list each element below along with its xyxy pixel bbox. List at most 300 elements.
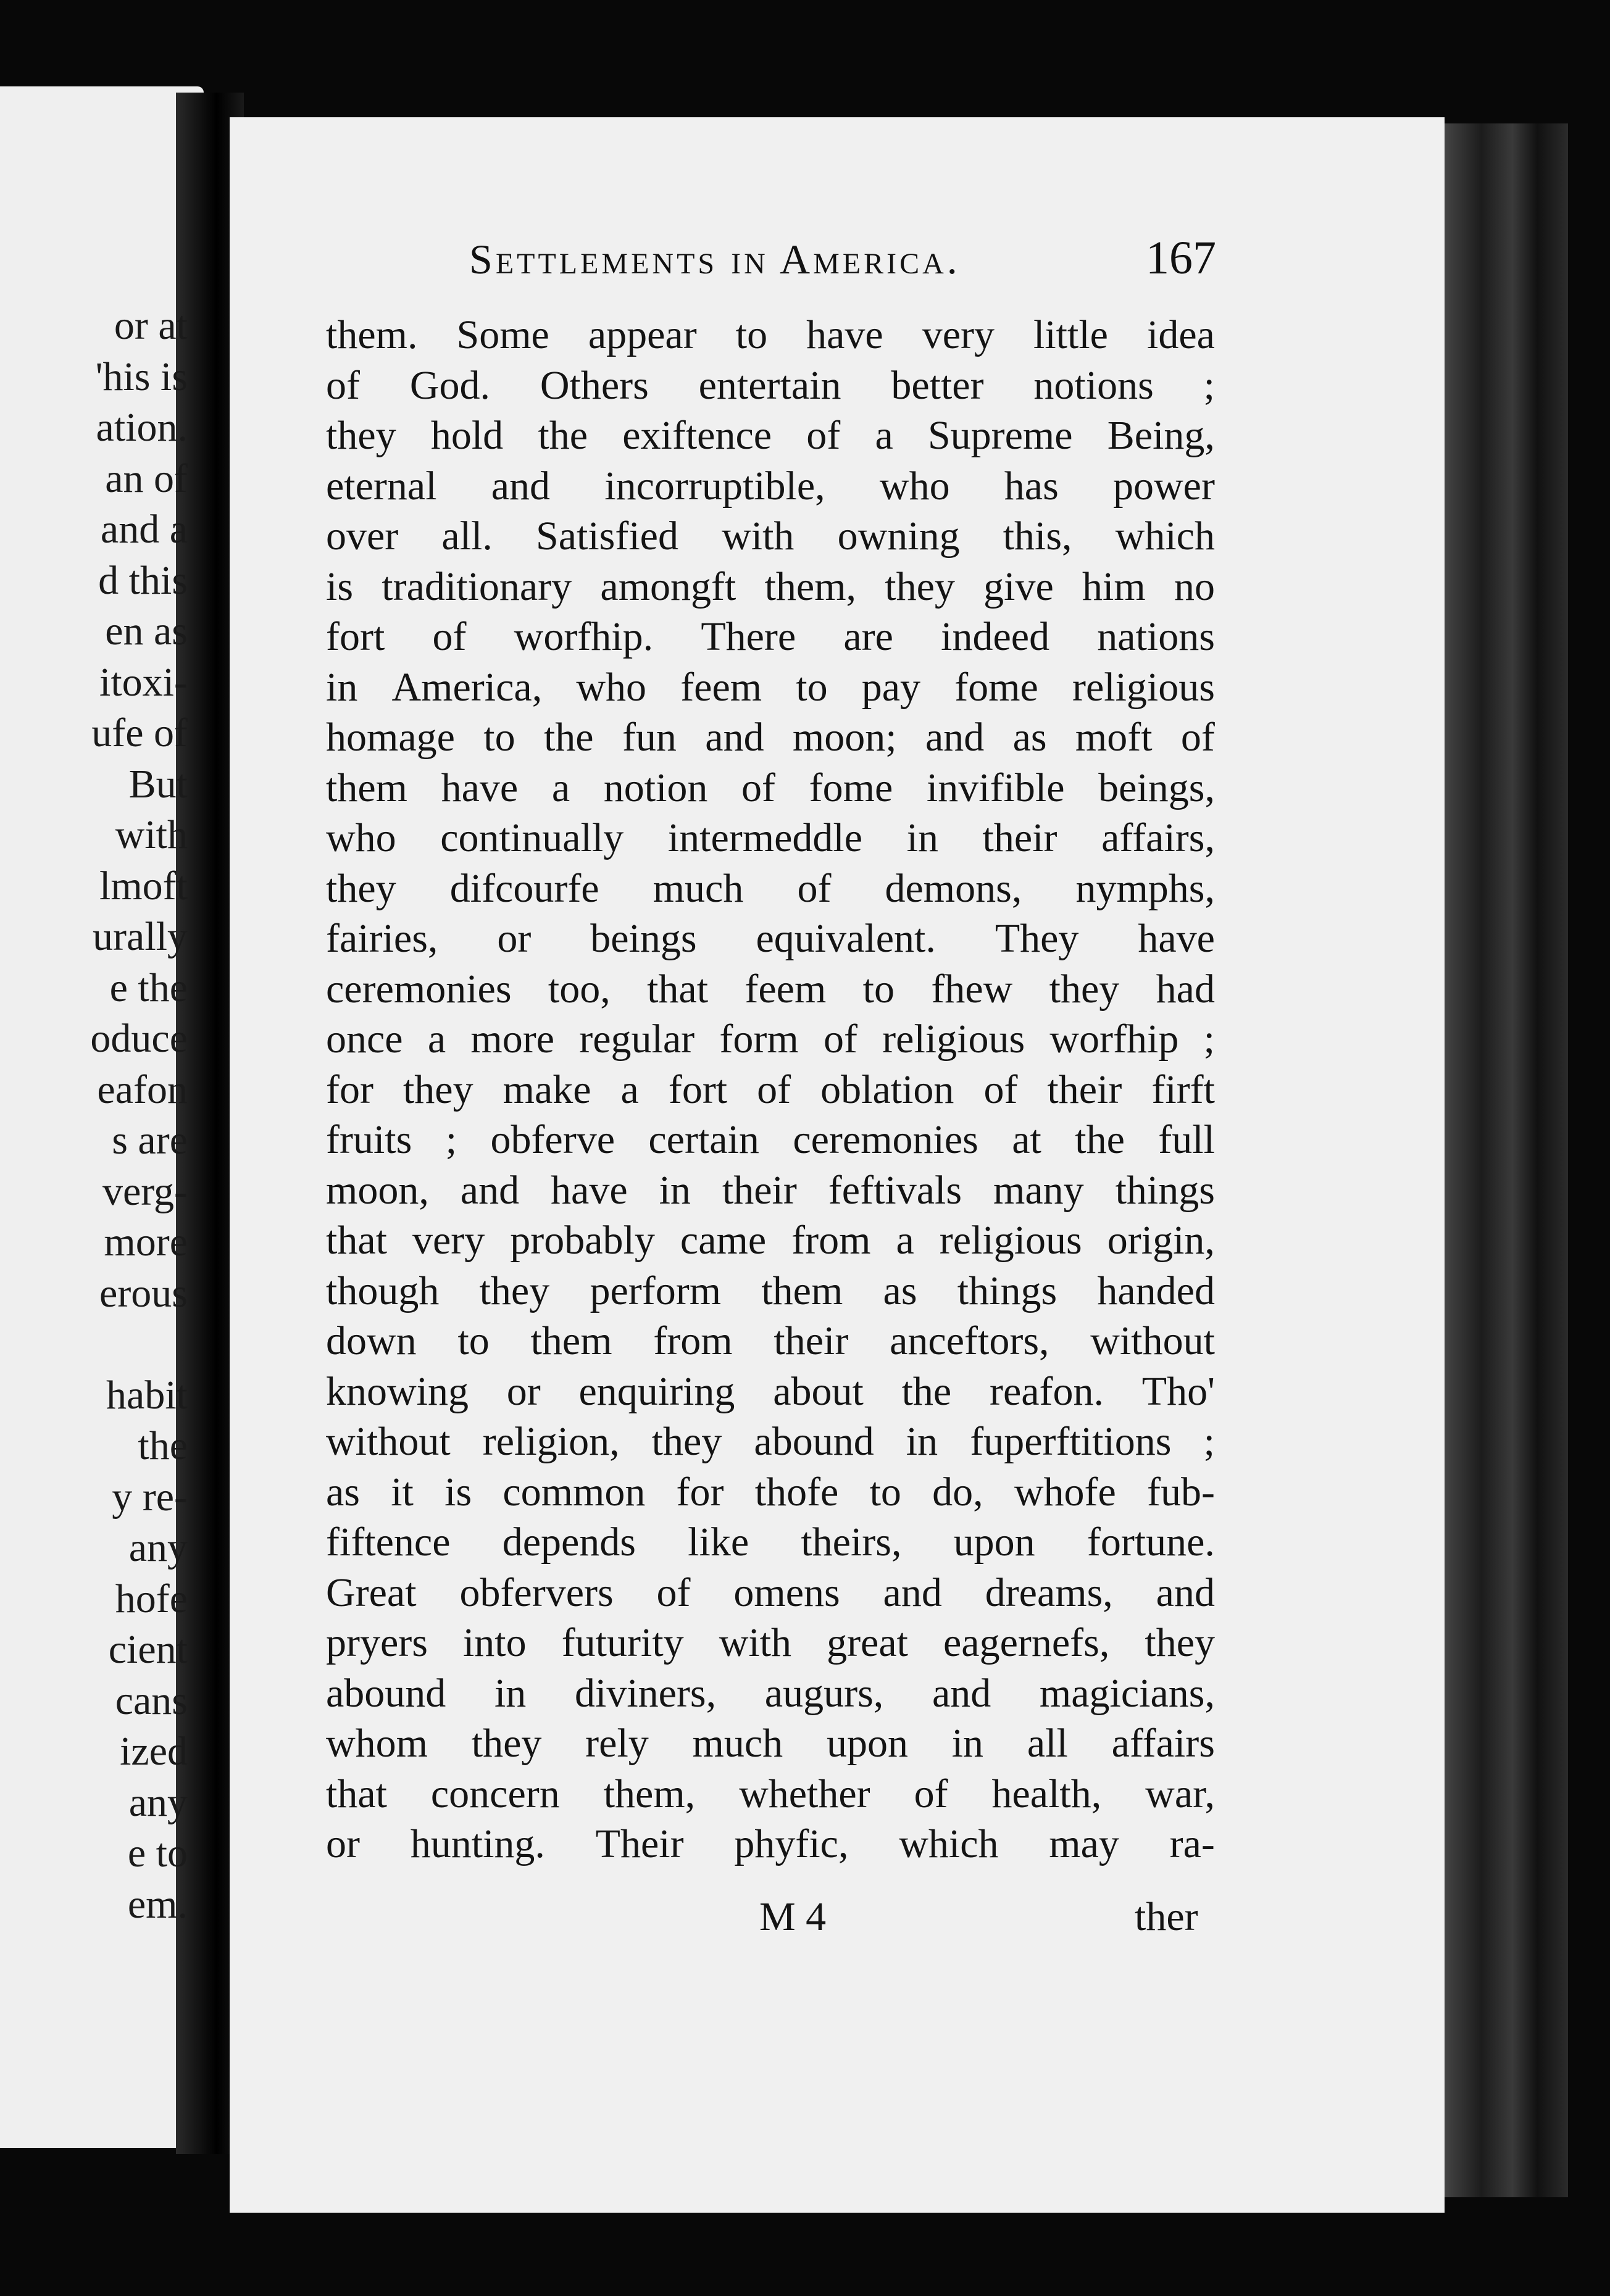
body-word: very (412, 1218, 485, 1263)
body-word: demons, (885, 865, 1022, 911)
body-word: fome (809, 765, 893, 810)
body-word: better (891, 362, 984, 408)
body-word: fuperftitions (970, 1419, 1172, 1464)
body-word: or (506, 1368, 541, 1414)
left-page-line: 'his is (95, 354, 188, 399)
body-word: things (957, 1268, 1057, 1313)
body-word: came (680, 1218, 767, 1263)
body-line (326, 1670, 1215, 1716)
body-word: religious (882, 1017, 1025, 1062)
body-word: and (705, 715, 764, 760)
body-word: of (797, 865, 832, 911)
body-word: fome (954, 664, 1038, 710)
body-word: all (1027, 1721, 1068, 1766)
body-word: ; (1203, 1419, 1215, 1464)
body-word: nymphs, (1075, 865, 1215, 911)
body-word: who (576, 664, 647, 710)
body-word: obferve (490, 1117, 615, 1162)
body-word: power (1113, 463, 1215, 509)
body-word: may (1049, 1821, 1119, 1866)
left-page-line: habit (106, 1372, 188, 1418)
left-page-line: ufe of (91, 710, 188, 755)
body-word: ceremonies (793, 1117, 978, 1162)
body-word: ; (445, 1117, 457, 1162)
body-word: beings (590, 916, 697, 961)
left-page-line: ized (120, 1729, 188, 1774)
body-word: whofe (1014, 1469, 1116, 1515)
body-word: probably (510, 1218, 655, 1263)
body-word: difcourfe (449, 865, 599, 911)
left-page-line: urally (93, 914, 188, 959)
body-word: a (620, 1067, 639, 1112)
body-word: of (823, 1017, 857, 1062)
body-word: have (1138, 916, 1215, 961)
body-word: for (326, 1067, 373, 1112)
body-word: notion (603, 765, 708, 810)
body-line (326, 362, 1215, 408)
body-word: they (1049, 966, 1120, 1012)
body-line (326, 564, 1215, 609)
body-word: that (326, 1771, 387, 1816)
body-word: regular (579, 1017, 695, 1062)
body-word: more (470, 1017, 554, 1062)
body-word: fhew (931, 966, 1013, 1012)
body-word: to (457, 1318, 490, 1363)
body-line (326, 1522, 1215, 1563)
body-word: oblation (820, 1067, 954, 1112)
body-word: their (1047, 1067, 1122, 1112)
body-word: certain (648, 1117, 759, 1162)
body-word: and (932, 1670, 991, 1716)
body-word: with (719, 1620, 792, 1665)
body-word: a (551, 765, 570, 810)
body-line (326, 1421, 1215, 1462)
body-word: affairs, (1101, 815, 1215, 860)
body-word: they (326, 865, 396, 911)
body-line (326, 1723, 1215, 1764)
body-word: thofe (754, 1469, 839, 1515)
body-word: fort (668, 1067, 728, 1112)
body-word: who (879, 463, 950, 509)
body-word: no (1174, 564, 1215, 609)
body-word: and (460, 1167, 520, 1213)
body-word: things (1115, 1167, 1215, 1213)
body-word: enquiring (578, 1368, 735, 1414)
body-word: is (444, 1469, 472, 1515)
body-line (326, 815, 1215, 860)
body-word: feem (745, 966, 827, 1012)
body-word: that (647, 966, 709, 1012)
body-word: abound (326, 1670, 446, 1716)
body-word: make (503, 1067, 591, 1112)
body-word: ; (1203, 362, 1215, 408)
left-page-line: d this (98, 557, 188, 603)
running-head-title: Settlements in America. (469, 236, 961, 283)
body-word: beings, (1098, 765, 1215, 810)
body-word: little (1033, 312, 1108, 357)
body-word: worfhip. (514, 614, 654, 659)
body-word: concern (430, 1771, 560, 1816)
body-word: augurs, (764, 1670, 884, 1716)
body-word: in (906, 815, 938, 860)
body-word: to (862, 966, 895, 1012)
left-page-line: But (128, 761, 188, 807)
body-word: them. (326, 312, 418, 357)
body-word: God. (409, 362, 490, 408)
body-word: fiftence (326, 1520, 451, 1565)
body-line (326, 1620, 1215, 1665)
body-line (326, 1220, 1215, 1261)
body-word: homage (326, 715, 455, 760)
catchword: ther (1135, 1894, 1198, 1939)
body-word: their (982, 815, 1057, 860)
body-word: in (659, 1167, 691, 1213)
body-word: fortune. (1087, 1520, 1215, 1565)
left-page-line: ation. (96, 405, 188, 450)
body-word: continually (440, 815, 624, 860)
body-word: many (993, 1167, 1084, 1213)
body-word: religious (1072, 664, 1215, 710)
page-edge-shadow (1445, 123, 1568, 2197)
body-word: intermeddle (667, 815, 863, 860)
body-word: too, (548, 966, 611, 1012)
body-line (326, 1771, 1215, 1816)
body-word: fun (622, 715, 677, 760)
body-word: Some (456, 312, 549, 357)
signature-mark: M 4 (759, 1894, 827, 1939)
body-word: fairies, (326, 916, 438, 961)
body-word: to (796, 664, 828, 710)
left-page-line: itoxi- (99, 659, 188, 705)
body-word: they (885, 564, 955, 609)
body-word: from (791, 1218, 871, 1263)
body-line (326, 1469, 1215, 1515)
body-line (326, 1268, 1215, 1313)
body-word: appear (588, 312, 697, 357)
body-word: and (925, 715, 985, 760)
body-word: firft (1151, 1067, 1215, 1112)
body-word: once (326, 1017, 403, 1062)
body-word: Supreme (927, 413, 1073, 458)
body-line (326, 1019, 1215, 1060)
body-word: or (326, 1821, 360, 1866)
body-word: ceremonies (326, 966, 512, 1012)
body-word: they (1145, 1620, 1215, 1665)
body-line (326, 1570, 1215, 1615)
body-word: eternal (326, 463, 437, 509)
body-line (326, 1067, 1215, 1112)
body-word: pryers (326, 1620, 428, 1665)
body-line (326, 312, 1215, 357)
body-word: moft (1075, 715, 1153, 760)
body-word: have (441, 765, 519, 810)
body-word: of (983, 1067, 1018, 1112)
body-word: had (1156, 966, 1215, 1012)
body-word: form (719, 1017, 799, 1062)
left-page-line: verg- (102, 1168, 188, 1214)
body-line (326, 1167, 1215, 1213)
body-word: and (883, 1570, 942, 1615)
body-word: a (427, 1017, 446, 1062)
body-word: it (391, 1469, 414, 1515)
body-word: eagernefs, (943, 1620, 1110, 1665)
body-word: phyfic, (734, 1821, 849, 1866)
left-page-line: cient (108, 1627, 188, 1672)
body-word: Tho' (1141, 1368, 1215, 1414)
body-word: or (497, 916, 532, 961)
body-word: in (906, 1419, 938, 1464)
body-word: without (326, 1419, 451, 1464)
body-word: which (899, 1821, 999, 1866)
body-word: They (995, 916, 1079, 961)
body-word: of (914, 1771, 948, 1816)
body-word: to (735, 312, 768, 357)
body-word: very (922, 312, 995, 357)
body-word: great (827, 1620, 908, 1665)
body-word: without (1090, 1318, 1215, 1363)
body-word: of (741, 765, 776, 810)
body-word: are (843, 614, 893, 659)
left-page-line: e the (109, 965, 188, 1010)
left-page-line: hofe (115, 1576, 188, 1621)
body-word: obfervers (459, 1570, 614, 1615)
body-word: ; (1203, 1017, 1215, 1062)
body-word: them (326, 765, 407, 810)
body-word: at (1012, 1117, 1041, 1162)
body-word: of (806, 413, 841, 458)
body-line (326, 1821, 1215, 1866)
body-word: perform (590, 1268, 722, 1313)
body-line (326, 1117, 1215, 1162)
body-word: do, (932, 1469, 983, 1515)
body-line (326, 664, 1215, 710)
body-word: fruits (326, 1117, 412, 1162)
body-word: and (491, 463, 551, 509)
body-word: abound (754, 1419, 874, 1464)
body-word: all. (441, 514, 493, 559)
body-word: upon (953, 1520, 1035, 1565)
body-word: traditionary (382, 564, 572, 609)
body-word: they (479, 1268, 550, 1313)
body-line (326, 516, 1215, 557)
body-word: with (722, 514, 795, 559)
body-word: Satisfied (536, 514, 678, 559)
body-word: the (901, 1368, 952, 1414)
body-word: their (774, 1318, 849, 1363)
body-word: of (1180, 715, 1215, 760)
body-word: much (653, 865, 744, 911)
body-word: to (869, 1469, 901, 1515)
body-line (326, 415, 1215, 456)
page-number: 167 (1146, 232, 1216, 284)
body-word: Being, (1107, 413, 1215, 458)
body-word: pay (861, 664, 921, 710)
body-word: of (432, 614, 467, 659)
body-word: incorruptible, (604, 463, 825, 509)
body-word: the (538, 413, 588, 458)
body-word: of (326, 362, 360, 408)
body-word: has (1004, 463, 1059, 509)
body-word: them, (764, 564, 857, 609)
body-word: of (656, 1570, 691, 1615)
left-page-line: more (104, 1220, 188, 1265)
body-word: dreams, (985, 1570, 1113, 1615)
left-page-line: any (128, 1525, 188, 1570)
left-page-line: cans (115, 1678, 188, 1723)
body-word: give (983, 564, 1054, 609)
body-word: their (722, 1167, 797, 1213)
body-word: equivalent. (756, 916, 936, 961)
body-word: have (806, 312, 883, 357)
body-word: diviners, (574, 1670, 717, 1716)
body-word: and (1156, 1570, 1215, 1615)
body-word: who (326, 815, 396, 860)
body-word: handed (1097, 1268, 1215, 1313)
body-word: as (883, 1268, 917, 1313)
body-word: invifible (926, 765, 1065, 810)
body-word: this, (1003, 514, 1072, 559)
body-line (326, 865, 1215, 911)
left-page-line: en as (105, 609, 188, 654)
body-word: religious (939, 1218, 1082, 1263)
body-word: much (692, 1721, 783, 1766)
body-word: them, (603, 1771, 696, 1816)
body-word: theirs, (801, 1520, 902, 1565)
left-page-line: any (128, 1779, 188, 1825)
body-word: Great (326, 1570, 417, 1615)
body-word: health, (991, 1771, 1102, 1816)
body-word: of (757, 1067, 791, 1112)
body-word: into (462, 1620, 527, 1665)
body-word: moon; (792, 715, 897, 760)
body-word: down (326, 1318, 417, 1363)
body-line (326, 614, 1215, 659)
body-word: they (326, 413, 396, 458)
body-line (326, 966, 1215, 1012)
body-line (326, 765, 1215, 810)
body-word: have (551, 1167, 628, 1213)
body-word: ra- (1169, 1821, 1215, 1866)
body-word: war, (1145, 1771, 1215, 1816)
body-word: which (1115, 514, 1215, 559)
body-word: as (326, 1469, 360, 1515)
body-word: fort (326, 614, 385, 659)
body-word: worfhip (1049, 1017, 1179, 1062)
body-word: origin, (1107, 1218, 1215, 1263)
left-page-line: and a (100, 507, 188, 552)
body-word: they (471, 1721, 542, 1766)
body-word: full (1158, 1117, 1215, 1162)
body-word: as (1012, 715, 1047, 760)
body-word: amongft (600, 564, 736, 609)
body-word: depends (502, 1520, 636, 1565)
body-word: in (494, 1670, 527, 1716)
body-line (326, 1368, 1215, 1414)
body-word: reafon. (989, 1368, 1104, 1414)
body-word: notions (1033, 362, 1154, 408)
body-word: that (326, 1218, 387, 1263)
body-word: from (653, 1318, 733, 1363)
body-line (326, 717, 1215, 758)
body-word: them (530, 1318, 612, 1363)
body-word: they (403, 1067, 473, 1112)
left-page-line: an of (105, 455, 188, 501)
body-line (326, 918, 1215, 959)
body-word: exiftence (622, 413, 772, 458)
body-word: in (326, 664, 358, 710)
body-word: to (483, 715, 515, 760)
body-word: America, (391, 664, 543, 710)
body-word: indeed (941, 614, 1050, 659)
left-page-line: s are (112, 1118, 188, 1163)
body-word: feem (680, 664, 762, 710)
body-line (326, 463, 1215, 509)
body-word: anceftors, (890, 1318, 1049, 1363)
body-word: common (503, 1469, 646, 1515)
body-word: about (773, 1368, 864, 1414)
body-word: There (701, 614, 796, 659)
body-word: feftivals (828, 1167, 962, 1213)
running-head (469, 231, 1216, 285)
left-page-line: lmoft (99, 863, 188, 909)
body-word: they (651, 1419, 722, 1464)
body-word: for (676, 1469, 724, 1515)
left-page-line: oduce (90, 1016, 188, 1061)
body-word: though (326, 1268, 440, 1313)
body-word: rely (585, 1721, 649, 1766)
body-word: whether (739, 1771, 870, 1816)
body-word: religion, (482, 1419, 620, 1464)
left-page-line: erous (99, 1270, 188, 1316)
body-word: like (688, 1520, 749, 1565)
body-word: futurity (561, 1620, 684, 1665)
body-word: the (543, 715, 594, 760)
body-word: upon (826, 1721, 908, 1766)
body-word: is (326, 564, 354, 609)
body-word: idea (1147, 312, 1215, 357)
body-word: a (896, 1218, 914, 1263)
body-word: a (875, 413, 893, 458)
body-word: whom (326, 1721, 428, 1766)
body-word: knowing (326, 1368, 469, 1414)
body-word: them (761, 1268, 843, 1313)
left-page-line: em. (127, 1881, 188, 1927)
body-word: magicians, (1039, 1670, 1215, 1716)
body-word: owning (837, 514, 960, 559)
left-page-line: y re- (112, 1474, 188, 1520)
left-page-line: the (138, 1423, 188, 1468)
body-word: the (1075, 1117, 1125, 1162)
left-page-line: with (115, 812, 188, 857)
body-word: entertain (698, 362, 841, 408)
body-word: hunting. (410, 1821, 545, 1866)
left-page-line: or at (114, 303, 188, 348)
body-word: omens (733, 1570, 840, 1615)
left-page-line: e to (127, 1831, 188, 1876)
body-word: nations (1097, 614, 1215, 659)
body-word: Others (540, 362, 649, 408)
body-word: hold (430, 413, 504, 458)
body-word: fub- (1147, 1469, 1215, 1515)
body-word: affairs (1111, 1721, 1215, 1766)
left-page-line: eafon (97, 1067, 188, 1112)
body-word: over (326, 514, 399, 559)
body-word: in (951, 1721, 984, 1766)
body-line (326, 1318, 1215, 1363)
body-word: him (1082, 564, 1146, 609)
body-word: Their (595, 1821, 684, 1866)
body-word: moon, (326, 1167, 429, 1213)
